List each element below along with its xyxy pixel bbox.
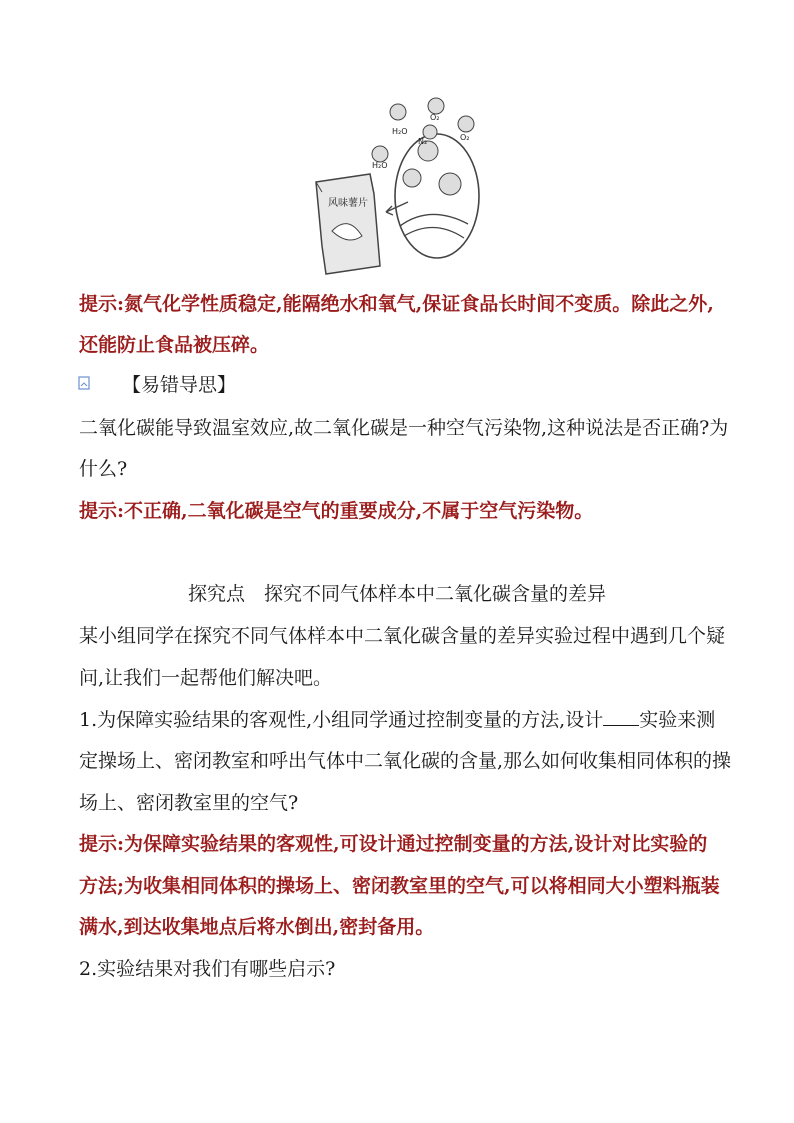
answer-blank[interactable] (603, 707, 639, 726)
question-1-text-before: 1.为保障实验结果的客观性,小组同学通过控制变量的方法,设计 (79, 709, 604, 731)
hint-line: 还能防止食品被压碎。 (79, 334, 270, 356)
figure-3 (439, 173, 461, 195)
hint-line: 提示:不正确,二氧化碳是空气的重要成分,不属于空气污染物。 (79, 500, 594, 522)
question-2: 2.实验结果对我们有哪些启示? (79, 958, 336, 980)
bookmark-icon (78, 376, 90, 390)
hint-line: 提示:氮气化学性质稳定,能隔绝水和氧气,保证食品长时间不变质。除此之外, (79, 293, 714, 315)
chip-shape (400, 214, 468, 226)
molecule-label-2: O₂ (430, 113, 440, 122)
molecule-5 (372, 146, 388, 162)
hint-line: 方法;为收集相同体积的操场上、密闭教室里的空气,可以将相同大小塑料瓶装 (79, 875, 720, 897)
inquiry-title: 探究点 探究不同气体样本中二氧化碳含量的差异 (187, 583, 606, 605)
arrow (386, 202, 408, 212)
question-1-line (79, 707, 729, 732)
section-title-error: 【易错导思】 (122, 374, 237, 396)
hint-line: 满水,到达收集地点后将水倒出,密封备用。 (79, 916, 435, 938)
question-1-line: 场上、密闭教室里的空气? (79, 792, 299, 814)
question-1-line: 定操场上、密闭教室和呼出气体中二氧化碳的含量,那么如何收集相同体积的操 (79, 750, 732, 772)
question-1-text-after: 实验来测 (639, 709, 716, 731)
hint-line: 提示:为保障实验结果的客观性,可设计通过控制变量的方法,设计对比实验的 (79, 833, 708, 855)
intro-line: 问,让我们一起帮他们解决吧。 (79, 667, 333, 689)
molecule-2 (428, 98, 444, 114)
bag-label: 风味薯片 (328, 198, 368, 209)
chip-bag-drawing (300, 96, 500, 278)
molecule-label-1: H₂O (392, 127, 408, 136)
chip-bag-illustration (300, 96, 500, 278)
intro-line: 某小组同学在探究不同气体样本中二氧化碳含量的差异实验过程中遇到几个疑 (79, 625, 726, 647)
question-line: 二氧化碳能导致温室效应,故二氧化碳是一种空气污染物,这种说法是否正确?为 (79, 417, 729, 439)
molecule-label-4: O₂ (460, 133, 470, 142)
question-line: 什么? (79, 458, 128, 480)
molecule-4 (458, 116, 474, 132)
molecule-label-5: H₂O (372, 161, 388, 170)
molecule-1 (390, 104, 406, 120)
figure-2 (403, 169, 421, 187)
molecule-label-3: N₂ (418, 137, 428, 146)
